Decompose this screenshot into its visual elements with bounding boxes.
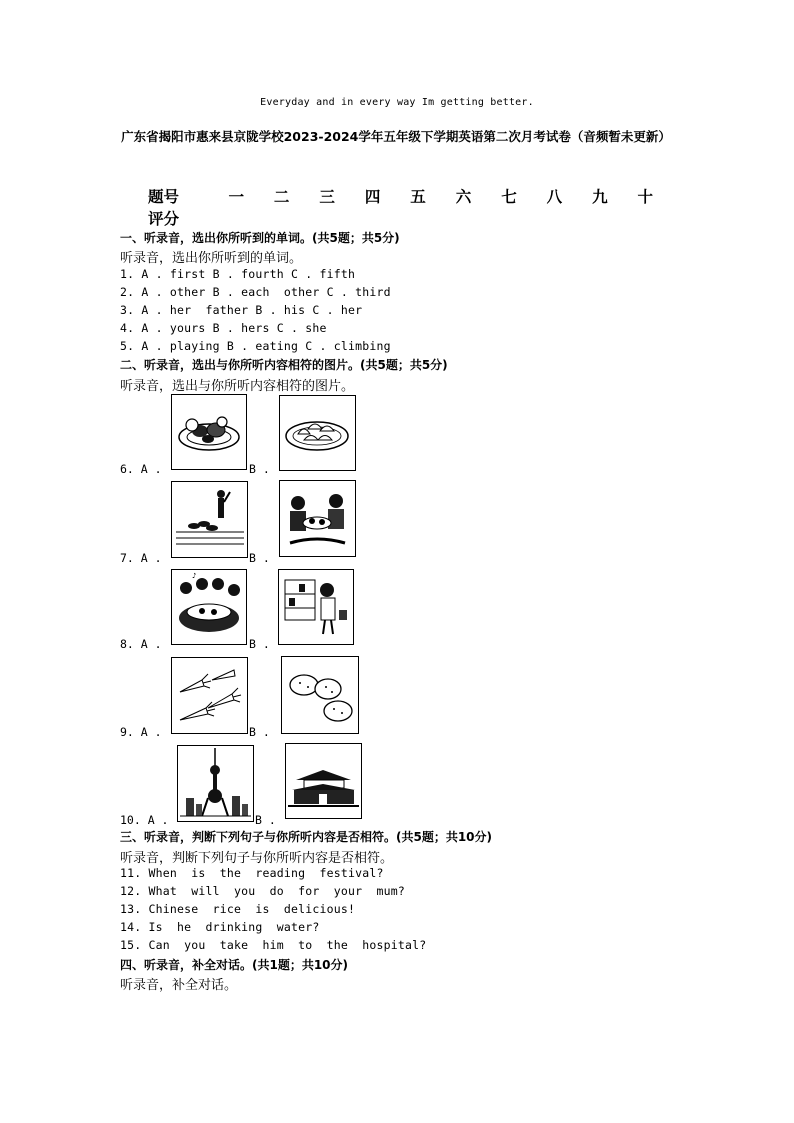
section-4-instruction: 听录音，补全对话。: [120, 978, 238, 993]
food-plate-image[interactable]: [171, 394, 247, 470]
score-col: 七: [501, 187, 517, 206]
question-item: 14. Is he drinking water?: [120, 920, 320, 934]
option-a-label: 8. A .: [120, 637, 162, 651]
option-b-label: B .: [249, 462, 270, 476]
potatoes-image[interactable]: [281, 656, 359, 734]
svg-text:♪: ♪: [192, 572, 197, 580]
option-a-label: 10. A .: [120, 813, 169, 827]
option-b-label: B .: [249, 725, 270, 739]
option-b-label: B .: [249, 637, 270, 651]
section-2-instruction: 听录音，选出与你所听内容相符的图片。: [120, 379, 355, 394]
score-col: 四: [364, 187, 381, 206]
question-item: 11. When is the reading festival?: [120, 866, 384, 880]
score-col: 三: [319, 187, 335, 206]
question-item: 5. A . playing B . eating C . climbing: [120, 339, 391, 353]
shop-girl-image[interactable]: [278, 569, 354, 645]
section-3-instruction: 听录音，判断下列句子与你所听内容是否相符。: [120, 851, 394, 866]
question-item: 12. What will you do for your mum?: [120, 884, 405, 898]
score-row-head: 评分: [148, 209, 180, 228]
question-item: 15. Can you take him to the hospital?: [120, 938, 427, 952]
question-item: 3. A . her father B . his C . her: [120, 303, 363, 317]
score-col: 十: [637, 187, 654, 206]
score-col: 九: [592, 187, 608, 206]
score-table: [148, 185, 668, 229]
option-b-label: B .: [255, 813, 276, 827]
tiananmen-image[interactable]: [285, 743, 362, 819]
question-item: 1. A . first B . fourth C . fifth: [120, 267, 356, 281]
question-item: 13. Chinese rice is delicious!: [120, 902, 356, 916]
section-2-heading: 二、听录音，选出与你所听内容相符的图片。(共5题；共5分): [120, 358, 448, 372]
option-a-label: 6. A .: [120, 462, 162, 476]
header-motto: Everyday and in every way Im getting better.: [260, 97, 534, 108]
question-item: 2. A . other B . each other C . third: [120, 285, 391, 299]
score-row-grade: [148, 207, 668, 229]
score-row-number: [148, 185, 668, 207]
group-table-image[interactable]: [171, 569, 247, 645]
section-3-heading: 三、听录音，判断下列句子与你所听内容是否相符。(共5题；共10分): [120, 830, 493, 844]
dumplings-plate-image[interactable]: [279, 395, 356, 471]
score-col: 五: [410, 187, 426, 206]
score-col: 一: [228, 187, 244, 206]
family-dinner-image[interactable]: [279, 480, 356, 557]
score-row-head: 题号: [148, 187, 180, 206]
option-a-label: 7. A .: [120, 551, 162, 565]
race-runners-image[interactable]: [171, 481, 248, 558]
page-title: 广东省揭阳市惠来县京陇学校2023-2024学年五年级下学期英语第二次月考试卷（音频暂未更新）: [121, 129, 671, 144]
score-col: 二: [273, 187, 290, 206]
option-b-label: B .: [249, 551, 270, 565]
score-col: 八: [546, 187, 563, 206]
carrots-image[interactable]: [171, 657, 248, 734]
section-1-heading: 一、听录音，选出你所听到的单词。(共5题；共5分): [120, 231, 400, 245]
section-4-heading: 四、听录音，补全对话。(共1题；共10分): [120, 958, 349, 972]
score-col: 六: [455, 187, 472, 206]
option-a-label: 9. A .: [120, 725, 162, 739]
section-1-instruction: 听录音，选出你所听到的单词。: [120, 251, 303, 266]
tv-tower-image[interactable]: [177, 745, 254, 822]
question-item: 4. A . yours B . hers C . she: [120, 321, 327, 335]
